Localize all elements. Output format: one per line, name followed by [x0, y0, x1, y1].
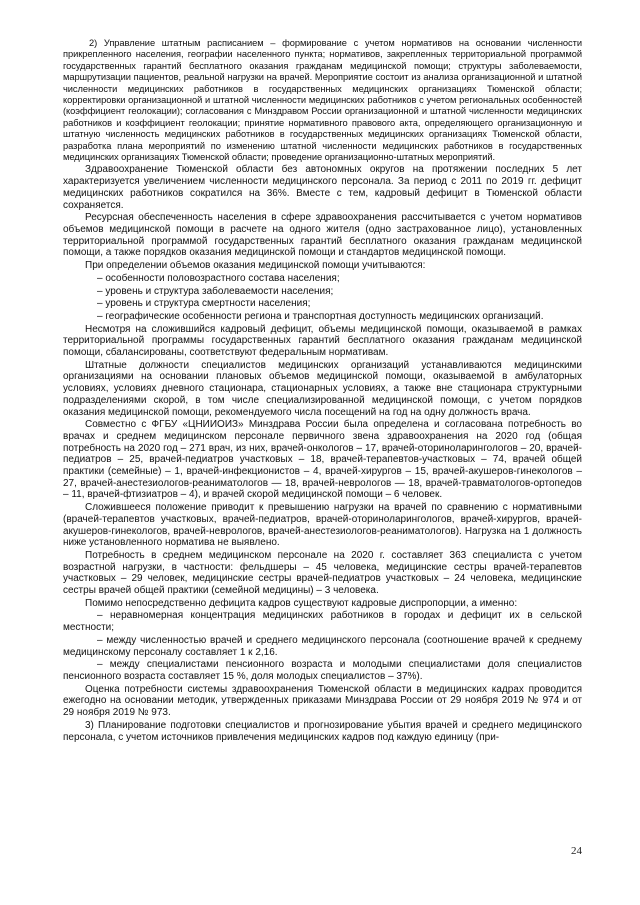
list-item-mortality: – уровень и структура смертности населения; [97, 298, 311, 310]
page-number: 24 [571, 845, 582, 857]
paragraph-planning-training: 3) Планирование подготовки специалистов и прогнозирование убытия врачей и среднего медицинского персонала, с учетом источников привлечения медицинских кадров под каждую единицу (при- [63, 719, 582, 743]
paragraph-balanced-volumes: Несмотря на сложившийся кадровый дефицит, объемы медицинской помощи, оказываемой в рамках территориальной программы государственных гарантий бесплатного оказания гражданам медицинской помощи, сбалансированы, соответствуют федеральным нормативам. [63, 323, 582, 359]
paragraph-resource-provision: Ресурсная обеспеченность населения в сфере здравоохранения рассчитывается с учетом нормативов объемов медицинской помощи в расчете на одного жителя (одно застрахованное лицо), установленных территориальной программой государственных гарантий бесплатного оказания гражданам медицинской помощи, а также порядков оказания медицинской помощи и стандартов медицинской помощи. [63, 212, 582, 259]
list-item-uneven-concentration: – неравномерная концентрация медицинских работников в городах и дефицит их в сельской местности; [63, 610, 582, 634]
paragraph-assessment: Оценка потребности системы здравоохранения Тюменской области в медицинских кадрах проводится ежегодно на основании методик, утвержденных приказами Минздрава России от 29 ноября 2019 № 974 и от 29 ноября 2019 № 973. [63, 683, 582, 719]
list-item-geography: – географические особенности региона и транспортная доступность медицинских организаций. [97, 310, 544, 322]
list-item-morbidity: – уровень и структура заболеваемости населения; [97, 285, 334, 297]
paragraph-volume-factors-intro: При определении объемов оказания медицинской помощи учитываются: [85, 260, 426, 272]
list-item-population-structure: – особенности половозрастного состава населения; [97, 272, 340, 284]
paragraph-staffing-management: 2) Управление штатным расписанием – формирование с учетом нормативов на основании численности прикрепленного населения, географии населенного пункта; нормативов, закрепленных территориальной программой государственных гарантий бесплатного оказания гражданам медицинской помощи; структуры заболеваемости, маршрутизации пациентов, реальной нагрузки на врачей. Мероприятие состоит из анализа организационной и штатной численности медицинских работников в государственных медицинских организациях Тюменской области; корректировки организационной и штатной численности медицинских работников с учетом региональных особенностей (коэффициент геолокации); согласования с Минздравом России организационной и штатной численности медицинских работников и коэффициент геолокации; принятие нормативного правового акта, определяющего организационную и штатную численность медицинских работников в государственных медицинских организациях Тюменской области, разработка плана мероприятий по изменению штатной численности медицинских работников в государственных медицинских организациях Тюменской области; проведение организационно-штатных мероприятий. [63, 38, 582, 163]
paragraph-staff-positions: Штатные должности специалистов медицинских организаций устанавливаются медицинскими организациями на основании плановых объемов медицинской помощи, оказываемой в амбулаторных условиях, условиях дневного стационара, стационарных условиях, а также вне стационара структурными подразделениями скорой, в том числе специализированной медицинской помощи, с учетом порядков оказания медицинской помощи, рекомендуемого числа посещений на год на одну должность врача. [63, 359, 582, 418]
paragraph-need-2020: Совместно с ФГБУ «ЦНИИОИЗ» Минздрава России была определена и согласована потребность во врачах и среднем медицинском персонале первичного звена здравоохранения на 2020 год (общая потребность на 2020 год – 271 врач, из них, врачей-онкологов – 17, врачей-оториноларингологов – 20, врачей-педиатров – 25, врачей-педиатров участковых – 18, врачей-терапевтов-участковых – 74, врачей общей практики (семейные) – 1, врачей-инфекционистов – 4, врачей-хирургов – 15, врачей-акушеров-гинекологов – 27, врачей-анестезиологов-реаниматологов — 18, врачей-неврологов — 18, врачей-травматологов-ортопедов – 11, врачей-фтизиатров – 4), и врачей скорой медицинской помощи – 6 человек. [63, 419, 582, 501]
paragraph-staff-growth: Здравоохранение Тюменской области без автономных округов на протяжении последних 5 лет характеризуется увеличением численности медицинского персонала. За период с 2011 по 2019 гг. дефицит медицинских работников сократился на 36%. Вместе с тем, кадровый дефицит в Тюменской области сохраняется. [63, 164, 582, 211]
list-item-doctor-nurse-ratio: – между численностью врачей и среднего медицинского персонала (соотношение врачей к среднему медицинскому персоналу составляет 1 к 2,16. [63, 634, 582, 658]
paragraph-disproportions-intro: Помимо непосредственно дефицита кадров существуют кадровые диспропорции, а именно: [85, 597, 518, 609]
paragraph-nursing-need: Потребность в среднем медицинском персонале на 2020 г. составляет 363 специалиста с учетом возрастной нагрузки, в частности: фельдшеры – 45 человека, медицинские сестры врачей-терапевтов участковых – 29 человек, медицинские сестры врачей-педиатров участковых – 24 человека, медицинские сестры врачей общей практики (семейной медицины) – 3 человека. [63, 549, 582, 597]
list-item-age-structure: – между специалистами пенсионного возраста и молодыми специалистами доля специалистов пенсионного возраста составляет 15 %, доля молодых специалистов – 37%). [63, 659, 582, 682]
page-body [63, 38, 582, 744]
paragraph-workload: Сложившееся положение приводит к превышению нагрузки на врачей по сравнению с нормативными (врачей-терапевтов участковых, врачей-педиатров, врачей-оториноларингологов, врачей-хирургов, врачей-акушеров-гинекологов, врачей-неврологов, врачей-анестезиологов-реаниматологов). Нагрузка на 1 должность ниже установленного норматива не выявлено. [63, 502, 582, 549]
